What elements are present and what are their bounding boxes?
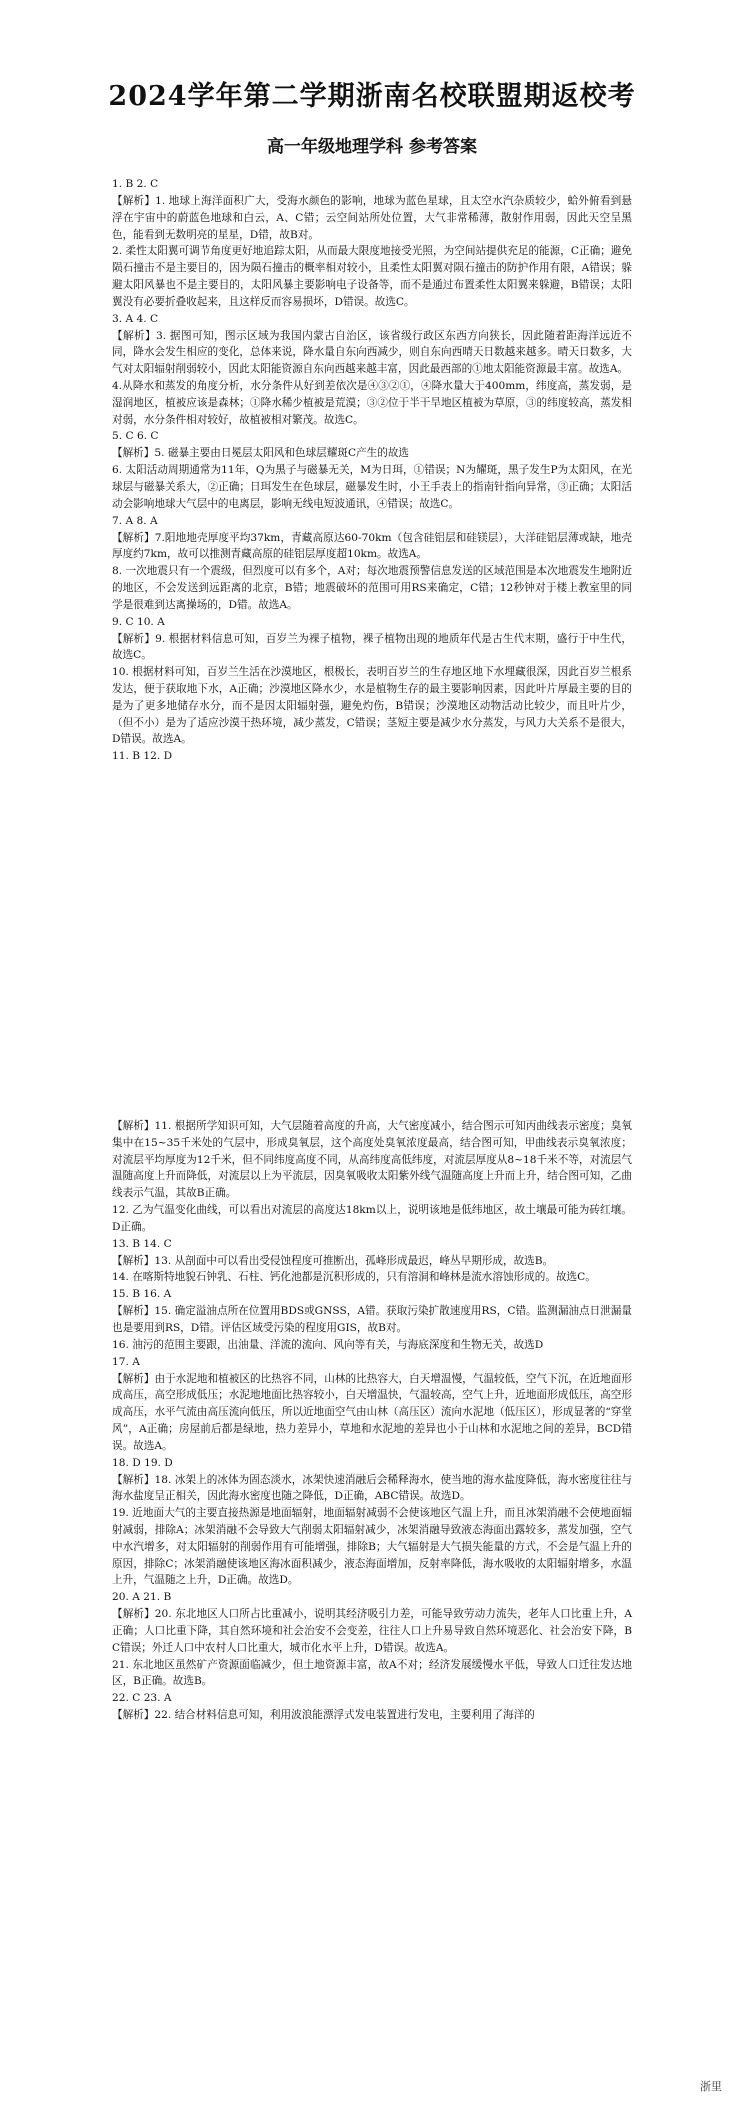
answer-key-line: 11. B 12. D (112, 750, 173, 763)
document-subtitle: 高一年级地理学科 参考答案 (267, 137, 477, 157)
explanation-paragraph: 【解析】1. 地球上海洋面积广大，受海水颜色的影响，地球为蓝色星球，且太空水汽杂质较少，蛤外俯看到悬浮在宇宙中的蔚蓝色地球和白云，A、C错；云空间站所处位置，大气非常稀薄，散射作用弱，因此天空呈黑色，能看到无数明亮的星星，D错，故B对。 (112, 195, 632, 241)
explanation-paragraph: 【解析】由于水泥地和植被区的比热容不同，山林的比热容大，白天增温慢，气温较低，空气下沉，在近地面形成高压，高空形成低压；水泥地地面比热容较小，白天增温快，气温较高，空气上升，近地面形成低压，高空形成高压，水平气流由高压流向低压，所以近地面空气由山林（高压区）流向水泥地（低压区），形成显著的“穿堂风”，A正确；房屋前后都是绿地，热力差异小，草地和水泥地的差异也小于山林和水泥地之间的差异，BCD错误。故选A。 (112, 1372, 632, 1452)
explanation-paragraph: 【解析】22. 结合材料信息可知，利用波浪能漂浮式发电装置进行发电，主要利用了海洋的 (112, 1709, 535, 1722)
explanation-paragraph: 【解析】11. 根据所学知识可知，大气层随着高度的升高，大气密度减小，结合图示可知丙曲线表示密度；臭氧集中在15~35千米处的气层中，形成臭氧层，这个高度处臭氧浓度最高，结合图可知，甲曲线表示臭氧浓度；对流层平均厚度为12千米，但不同纬度高度不同，从高纬度高低纬度，对流层厚度从8~18千米不等，对流层气温随高度上升而降低，对流层以上为平流层，因臭氧吸收太阳紫外线气温随高度上升而上升，结合图可知，乙曲线表示气温，其故B正确。 (112, 1120, 632, 1200)
answer-key-line: 13. B 14. C (112, 1237, 172, 1250)
explanation-paragraph: 【解析】18. 冰架上的冰体为固态淡水，冰架快速消融后会稀释海水，使当地的海水盐度降低，海水密度往往与海水盐度呈正相关，因此海水密度也随之降低，D正确，ABC错误。故选D。 (112, 1473, 632, 1503)
answer-key-line: 22. C 23. A (112, 1692, 172, 1705)
explanation-paragraph: 16. 油污的范围主要跟，出油量、洋流的流向、风向等有关，与海底深度和生物无关，故选D (112, 1338, 544, 1351)
explanation-paragraph: 12. 乙为气温变化曲线，可以看出对流层的高度达18km以上，说明该地是低纬地区，故土壤最可能为砖红壤。D正确。 (112, 1203, 632, 1233)
answer-key-line: 20. A 21. B (112, 1591, 172, 1604)
explanation-paragraph: 【解析】9. 根据材料信息可知，百岁兰为裸子植物，裸子植物出现的地质年代是古生代末期，盛行于中生代，故选C。 (112, 632, 632, 662)
answer-key-line: 9. C 10. A (112, 615, 165, 628)
answer-key-line: 15. B 16. A (112, 1288, 172, 1301)
explanation-paragraph: 【解析】13. 从剖面中可以看出受侵蚀程度可推断出，孤峰形成最迟，峰丛早期形成，故选B。 (112, 1254, 554, 1267)
explanation-paragraph: 【解析】3. 据图可知，图示区域为我国内蒙古自治区，该省级行政区东西方向狭长，因此随着距海洋远近不同，降水会发生相应的变化，总体来说，降水量自东向西减少，则自东向西晴天日数越来越多。晴天日数多，大气对太阳辐射削弱较小，因此太阳能资源自东向西越来越丰富，因此最西部的①地太阳能资源最丰富。故选A。 (112, 329, 632, 376)
answer-key-line: 7. A 8. A (112, 514, 158, 527)
answers-section-2 (112, 1118, 632, 1724)
explanation-paragraph: 【解析】7.阳地地壳厚度平均37km，青藏高原达60-70km（包含硅铝层和硅镁层），大洋硅铝层薄或缺，地壳厚度约7km，故可以推测青藏高原的硅铝层厚度超10km。故选A。 (112, 531, 632, 561)
explanation-paragraph: 【解析】20. 东北地区人口所占比重减小，说明其经济吸引力差，可能导致劳动力流失，老年人口比重上升，A正确；人口比重下降，其自然环境和社会治安不会变差，往往人口上升易导致自然环境恶化、社会治安下降，BC错误；外迁人口中农村人口比重大，城市化水平上升，D错误。故选A。 (112, 1608, 632, 1654)
answer-key-line: 17. A (112, 1355, 140, 1368)
explanation-paragraph: 2. 柔性太阳翼可调节角度更好地追踪太阳，从而最大限度地接受光照，为空间站提供充足的能源，C正确；避免陨石撞击不是主要目的，因为陨石撞击的概率相对较小，且柔性太阳翼对陨石撞击的防护作用有限，A错误；躲避太阳风暴也不是主要目的，太阳风暴主要影响电子设备等，而不是通过布置柔性太阳翼来躲避，B错误；太阳翼没有必要折叠收起来，且这样反而容易损坏，D错误。故选C。 (112, 245, 632, 308)
document-title: 2024学年第二学期浙南名校联盟期返校考 (108, 81, 636, 112)
explanation-paragraph: 19. 近地面大气的主要直接热源是地面辐射，地面辐射减弱不会使该地区气温上升，而且冰架消融不会使地面辐射减弱，排除A；冰架消融不会导致大气削弱太阳辐射减少，冰架消融导致液态海面出露较多，蒸发加强，空气中水汽增多，对太阳辐射的削弱作用有可能增强，排除B；大气辐射是大气损失能量的方式，不会是气温上升的原因，排除C；冰架消融使该地区海冰面积减少，液态海面增加，反射率降低，海水吸收的太阳辐射增多，水温上升，气温随之上升，D正确。故选D。 (112, 1507, 632, 1587)
answer-key-line: 3. A 4. C (112, 312, 159, 325)
footer-mark: 浙里 (700, 2080, 722, 2093)
explanation-paragraph: 14. 在喀斯特地貌石钟乳、石柱、钙化池都是沉积形成的，只有溶洞和峰林是流水溶蚀形成的。故选C。 (112, 1271, 596, 1284)
answer-key-line: 18. D 19. D (112, 1456, 173, 1469)
explanation-paragraph: 21. 东北地区虽然矿产资源面临减少，但土地资源丰富，故A不对；经济发展缓慢水平低，导致人口迁往发达地区，B正确。故选B。 (112, 1658, 632, 1688)
explanation-paragraph: 10. 根据材料可知，百岁兰生活在沙漠地区，根极长，表明百岁兰的生存地区地下水埋藏很深，因此百岁兰根系发达，便于获取地下水，A正确；沙漠地区降水少，水是植物生存的最主要影响因素，因此叶片厚最主要的目的是为了更多地储存水分，而不是因太阳辐射强，避免灼伤，B错误；沙漠地区动物活动比较少，而且叶片少，（但不小）是为了适应沙漠干热环境，减少蒸发，C错误；茎短主要是减少水分蒸发，与风力大关系不是很大，D错误。故选A。 (112, 666, 632, 746)
answer-key-line: 1. B 2. C (112, 178, 159, 190)
explanation-paragraph: 【解析】5. 磁暴主要由日冕层太阳风和色球层耀斑C产生的故选 (112, 447, 410, 460)
explanation-paragraph: 4.从降水和蒸发的角度分析，水分条件从好到差依次是④③②①，④降水量大于400mm，纬度高，蒸发弱，是湿润地区，植被应该是森林；①降水稀少植被是荒漠；③②位于半干旱地区植被为草原，③的纬度较高，蒸发相对弱，水分条件相对较好，故植被相对繁茂。故选C。 (112, 379, 632, 426)
explanation-paragraph: 【解析】15. 确定溢油点所在位置用BDS或GNSS，A错。获取污染扩散速度用RS，C错。监测漏油点日泄漏量也是要用到RS，D错。评估区域受污染的程度用GIS，故B对。 (112, 1305, 632, 1334)
answers-section-1 (112, 176, 632, 765)
answer-key-line: 5. C 6. C (112, 430, 159, 443)
explanation-paragraph: 6. 太阳活动周期通常为11年，Q为黑子与磁暴无关，M为日珥，①错误；N为耀斑，黑子发生P为太阳风，在光球层与磁暴关系大，②正确；日珥发生在色球层，磁暴发生时，小王手表上的指南针指向异常，③正确；太阳活动会影响地球大气层中的电离层，影响无线电短波通讯，④错误；故选C。 (112, 464, 632, 510)
explanation-paragraph: 8. 一次地震只有一个震级，但烈度可以有多个，A对；每次地震预警信息发送的区域范围是本次地震发生地附近的地区，不会发送到远距离的北京，B错；地震破坏的范围可用RS来确定，C错；12秒钟对于楼上教室里的同学是很难到达离操场的，D错。故选A。 (112, 565, 632, 611)
